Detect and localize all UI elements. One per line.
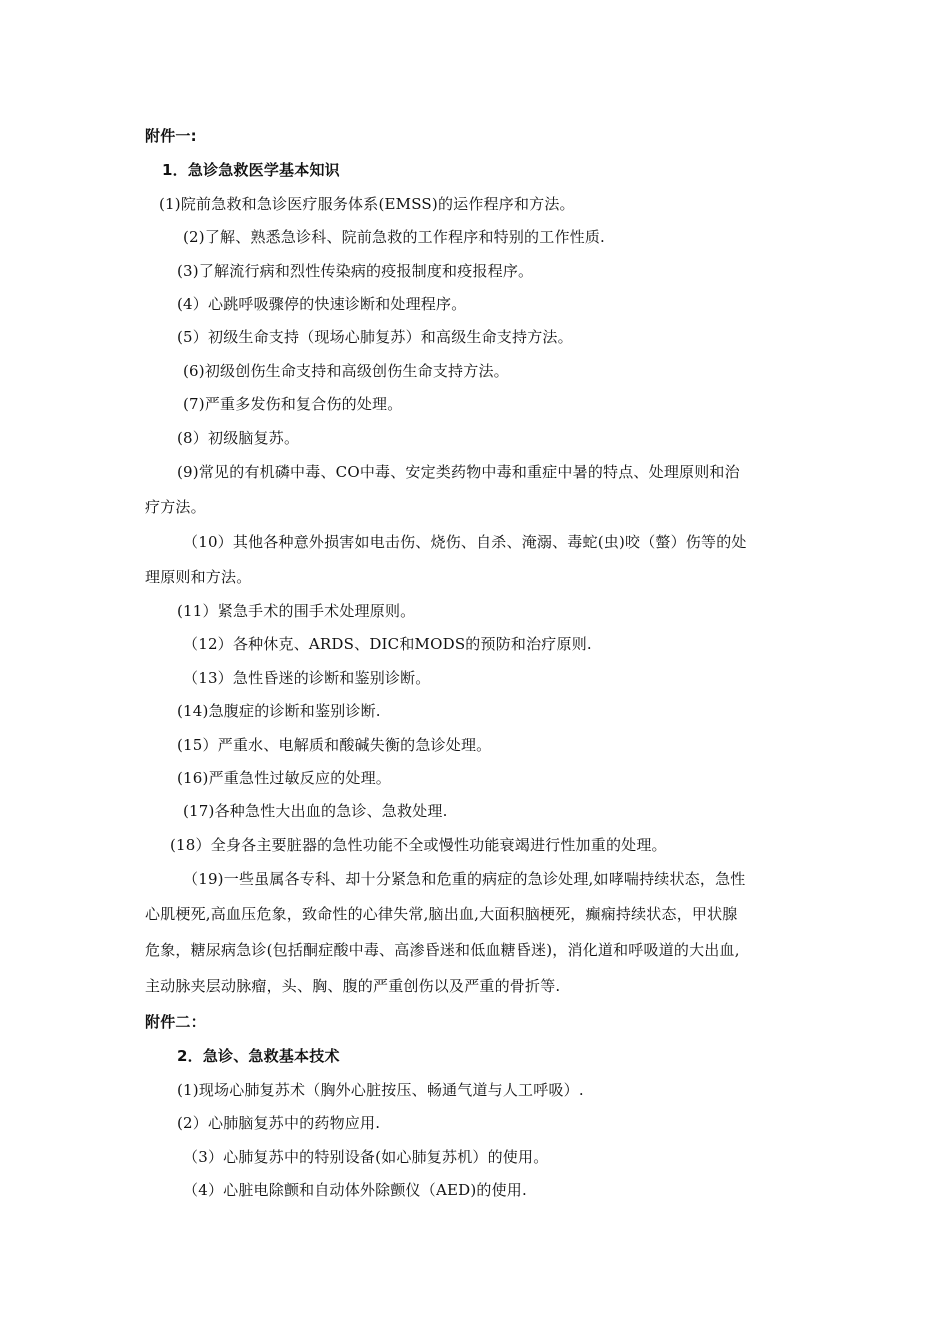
list-item: (1)院前急救和急诊医疗服务体系(EMSS)的运作程序和方法。	[159, 195, 575, 213]
list-item: （10）其他各种意外损害如电击伤、烧伤、自杀、淹溺、毒蛇(虫)咬（螫）伤等的处	[183, 533, 747, 551]
list-item: (4）心跳呼吸骤停的快速诊断和处理程序。	[177, 295, 467, 313]
section-heading-1: 1．急诊急救医学基本知识	[162, 161, 340, 179]
attachment-two-label: 附件二：	[145, 1013, 206, 1031]
list-item: (8）初级脑复苏。	[177, 429, 300, 447]
list-item: (17)各种急性大出血的急诊、急救处理.	[183, 802, 448, 820]
list-item-continuation: 疗方法。	[145, 498, 206, 516]
list-item: (16)严重急性过敏反应的处理。	[177, 769, 391, 787]
section-heading-2: 2．急诊、急救基本技术	[177, 1047, 340, 1065]
list-item-continuation: 心肌梗死,高血压危象，致命性的心律失常,脑出血,大面积脑梗死，癫痫持续状态，甲状腺	[145, 905, 738, 923]
list-item: （4）心脏电除颤和自动体外除颤仪（AED)的使用.	[183, 1181, 527, 1199]
list-item: （19)一些虽属各专科、却十分紧急和危重的病症的急诊处理,如哮喘持续状态，急性	[183, 870, 746, 888]
list-item: (15）严重水、电解质和酸碱失衡的急诊处理。	[177, 736, 492, 754]
list-item: (3)了解流行病和烈性传染病的疫报制度和疫报程序。	[177, 262, 534, 280]
list-item: (11）紧急手术的围手术处理原则。	[177, 602, 416, 620]
attachment-one-label: 附件一:	[145, 127, 197, 145]
list-item: (2)了解、熟悉急诊科、院前急救的工作程序和特别的工作性质.	[183, 228, 606, 246]
list-item: (5）初级生命支持（现场心肺复苏）和高级生命支持方法。	[177, 328, 573, 346]
list-item: (14)急腹症的诊断和鉴别诊断.	[177, 702, 381, 720]
list-item: (18）全身各主要脏器的急性功能不全或慢性功能衰竭进行性加重的处理。	[170, 836, 667, 854]
list-item: （13）急性昏迷的诊断和鉴别诊断。	[183, 669, 431, 687]
list-item-continuation: 理原则和方法。	[145, 568, 252, 586]
list-item-continuation: 主动脉夹层动脉瘤，头、胸、腹的严重创伤以及严重的骨折等.	[145, 977, 561, 995]
list-item-continuation: 危象，糖尿病急诊(包括酮症酸中毒、高渗昏迷和低血糖昏迷)，消化道和呼吸道的大出血,	[145, 941, 740, 959]
list-item: (2）心肺脑复苏中的药物应用.	[177, 1114, 381, 1132]
list-item: (7)严重多发伤和复合伤的处理。	[183, 395, 403, 413]
list-item: （12）各种休克、ARDS、DIC和MODS的预防和治疗原则.	[183, 635, 592, 653]
list-item: (6)初级创伤生命支持和高级创伤生命支持方法。	[183, 362, 509, 380]
list-item: (1)现场心肺复苏术（胸外心脏按压、畅通气道与人工呼吸）.	[177, 1081, 584, 1099]
list-item: （3）心肺复苏中的特别设备(如心肺复苏机）的使用。	[183, 1148, 549, 1166]
list-item: (9)常见的有机磷中毒、CO中毒、安定类药物中毒和重症中暑的特点、处理原则和治	[177, 463, 740, 481]
